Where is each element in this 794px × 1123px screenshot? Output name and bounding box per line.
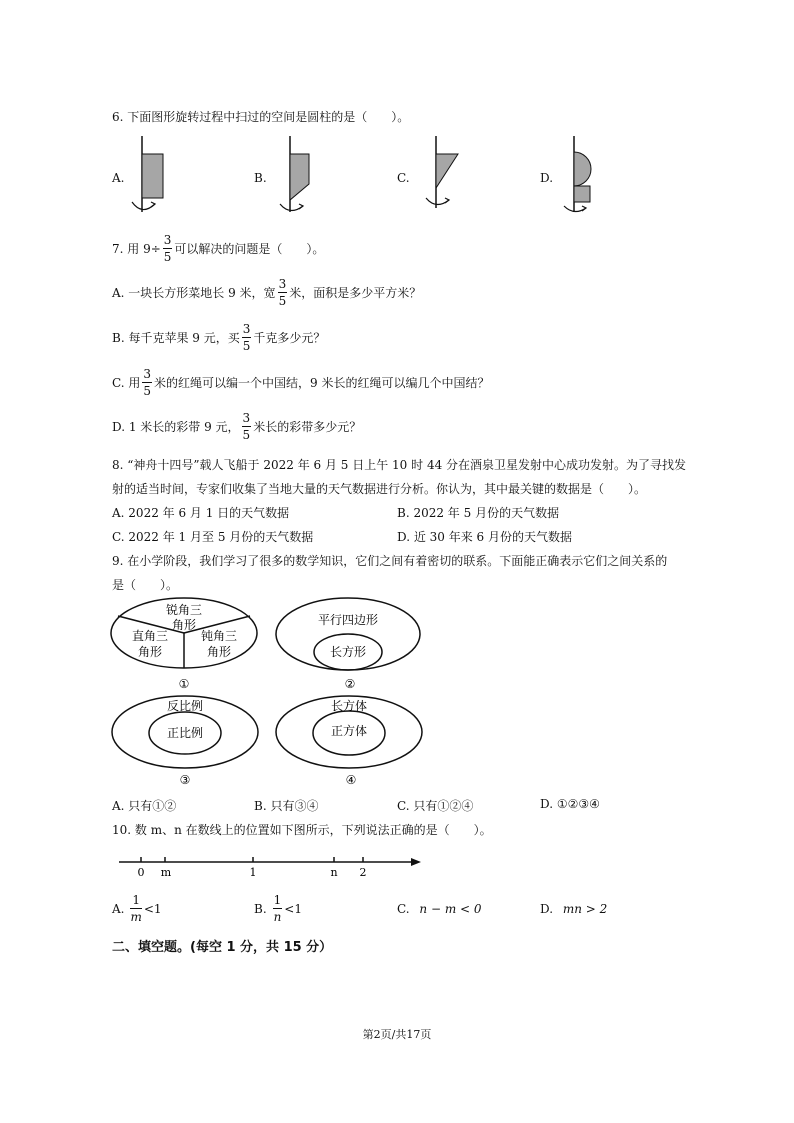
q10-option-c [397,902,482,916]
tick-label-m: m [160,866,172,879]
q9-option-c: C. 只有①②④ [397,799,474,813]
q7-option-c-post: 米的红绳可以编一个中国结，9 米长的红绳可以编几个中国结？ [154,376,490,390]
q10-stem: 10. 数 m、n 在数线上的位置如下图所示，下列说法正确的是（ ）。 [112,823,492,837]
q10-option-b-fraction [273,894,283,923]
q9-d1-right-line1: 钝角三 [200,629,238,643]
q9-diagram-2 [276,598,420,691]
fraction-denominator: 5 [143,384,152,398]
q8-stem-line1: 8. “神舟十四号”载人飞船于 2022 年 6 月 5 日上午 10 时 44 分在酒泉卫星发射中心成功发射。为了寻找发 [112,458,687,472]
q7-stem-post: 可以解决的问题是（ ）。 [174,242,325,256]
q9-option-a: A. 只有①② [112,799,177,813]
q10-option-d [540,902,607,916]
q7-stem-pre: 7. 用 9÷ [112,242,161,256]
q9-d4-outer: 长方体 [330,699,368,713]
q9-stem-line1: 9. 在小学阶段，我们学习了很多的数学知识，它们之间有着密切的联系。下面能正确表示它们之间关系的 [112,554,668,568]
q6-option-d-figure [558,134,608,216]
q10-number-line [115,850,435,882]
q9-diagrams [105,596,665,791]
q6-option-a-figure [125,134,175,216]
q7-stem [112,234,324,263]
q9-d1-top-line2: 角形 [171,618,197,632]
section-2-heading: 二、填空题。(每空 1 分，共 15 分） [112,940,333,955]
q7-option-c [112,368,489,397]
tick-label-1: 1 [249,866,257,879]
q6-option-c-figure [418,134,468,216]
q7-option-a-pre: A. 一块长方形菜地长 9 米，宽 [112,286,276,300]
q9-d3-label: ③ [179,773,191,787]
q9-d2-outer: 平行四边形 [317,613,379,627]
q7-option-d-post: 米长的彩带多少元？ [253,420,362,434]
q8-stem-line2: 射的适当时间，专家们收集了当地大量的天气数据进行分析。你认为，其中最关键的数据是（ ）。 [112,482,647,496]
q7-option-d [112,412,361,441]
q10-option-c-expression: n − m < 0 [419,902,482,916]
q6-option-c-label: C. [397,171,410,185]
q7-option-d-pre: D. 1 米长的彩带 9 元， [112,420,240,434]
tick-label-2: 2 [359,866,367,879]
q9-d1-label: ① [178,677,190,691]
q10-option-a-letter: A. [112,901,125,916]
q7-option-b [112,323,325,352]
q7-option-b-fraction [242,323,252,352]
q10-option-a [112,894,162,923]
q7-option-a [112,278,421,307]
q7-option-b-pre: B. 每千克苹果 9 元，买 [112,331,240,345]
q10-option-d-expression: mn > 2 [562,902,608,916]
q9-d4-label: ④ [345,773,357,787]
q6-option-b-label: B. [254,171,267,185]
q9-diagram-4 [276,696,422,787]
fraction-denominator: m [130,910,142,924]
q7-option-c-pre: C. 用 [112,376,141,390]
q9-d1-left-line2: 角形 [137,645,163,659]
q10-option-b [254,894,302,923]
q9-d2-inner: 长方形 [329,645,367,659]
page-footer: 第2页/共17页 [362,1028,432,1041]
q7-option-b-post: 千克多少元？ [253,331,326,345]
fraction-numerator: 1 [132,893,140,907]
fraction-denominator: 5 [278,294,287,308]
q6-option-a-label: A. [112,171,125,185]
q9-d4-inner: 正方体 [330,724,368,738]
fraction-denominator: n [273,910,282,924]
q9-d1-left-line1: 直角三 [131,629,169,643]
fraction-denominator: 5 [163,250,172,264]
tick-label-0: 0 [137,866,145,879]
fraction-numerator: 1 [273,893,282,907]
q9-d1-top-line1: 锐角三 [165,603,203,617]
q7-option-a-fraction [278,278,288,307]
q8-option-a: A. 2022 年 6 月 1 日的天气数据 [112,506,290,520]
q9-d1-right-line2: 角形 [206,645,232,659]
q10-option-b-relation: <1 [284,901,302,916]
fraction-numerator: 3 [143,367,152,381]
q8-option-c: C. 2022 年 1 月至 5 月份的天气数据 [112,530,314,544]
q9-d2-label: ② [344,677,356,691]
q10-option-c-letter: C. [397,902,410,916]
q6-option-d-label: D. [540,171,554,185]
q7-stem-fraction [163,234,173,263]
q9-option-d: D. ①②③④ [540,797,600,811]
q7-option-a-post: 米，面积是多少平方米？ [289,286,422,300]
q10-option-a-relation: <1 [143,901,162,916]
q7-option-d-fraction [242,412,252,441]
q10-option-b-letter: B. [254,901,267,916]
tick-label-n: n [330,866,338,879]
fraction-denominator: 5 [242,428,251,442]
q9-d3-outer: 反比例 [166,699,204,713]
fraction-numerator: 3 [242,322,251,336]
fraction-denominator: 5 [242,339,251,353]
q9-stem-line2: 是（ ）。 [112,578,179,592]
fraction-numerator: 3 [163,233,172,247]
q9-diagram-1 [111,598,257,691]
q8-option-d: D. 近 30 年来 6 月份的天气数据 [397,530,572,544]
q6-stem: 6. 下面图形旋转过程中扫过的空间是圆柱的是（ ）。 [112,110,410,124]
q9-diagram-3 [112,696,258,787]
q10-option-a-fraction [130,894,141,923]
q9-option-b: B. 只有③④ [254,799,319,813]
q7-option-c-fraction [142,368,152,397]
fraction-numerator: 3 [242,411,251,425]
q10-option-d-letter: D. [540,902,554,916]
q6-option-b-figure [273,134,323,216]
fraction-numerator: 3 [278,277,287,291]
q8-option-b: B. 2022 年 5 月份的天气数据 [397,506,560,520]
q9-d3-inner: 正比例 [166,726,204,740]
